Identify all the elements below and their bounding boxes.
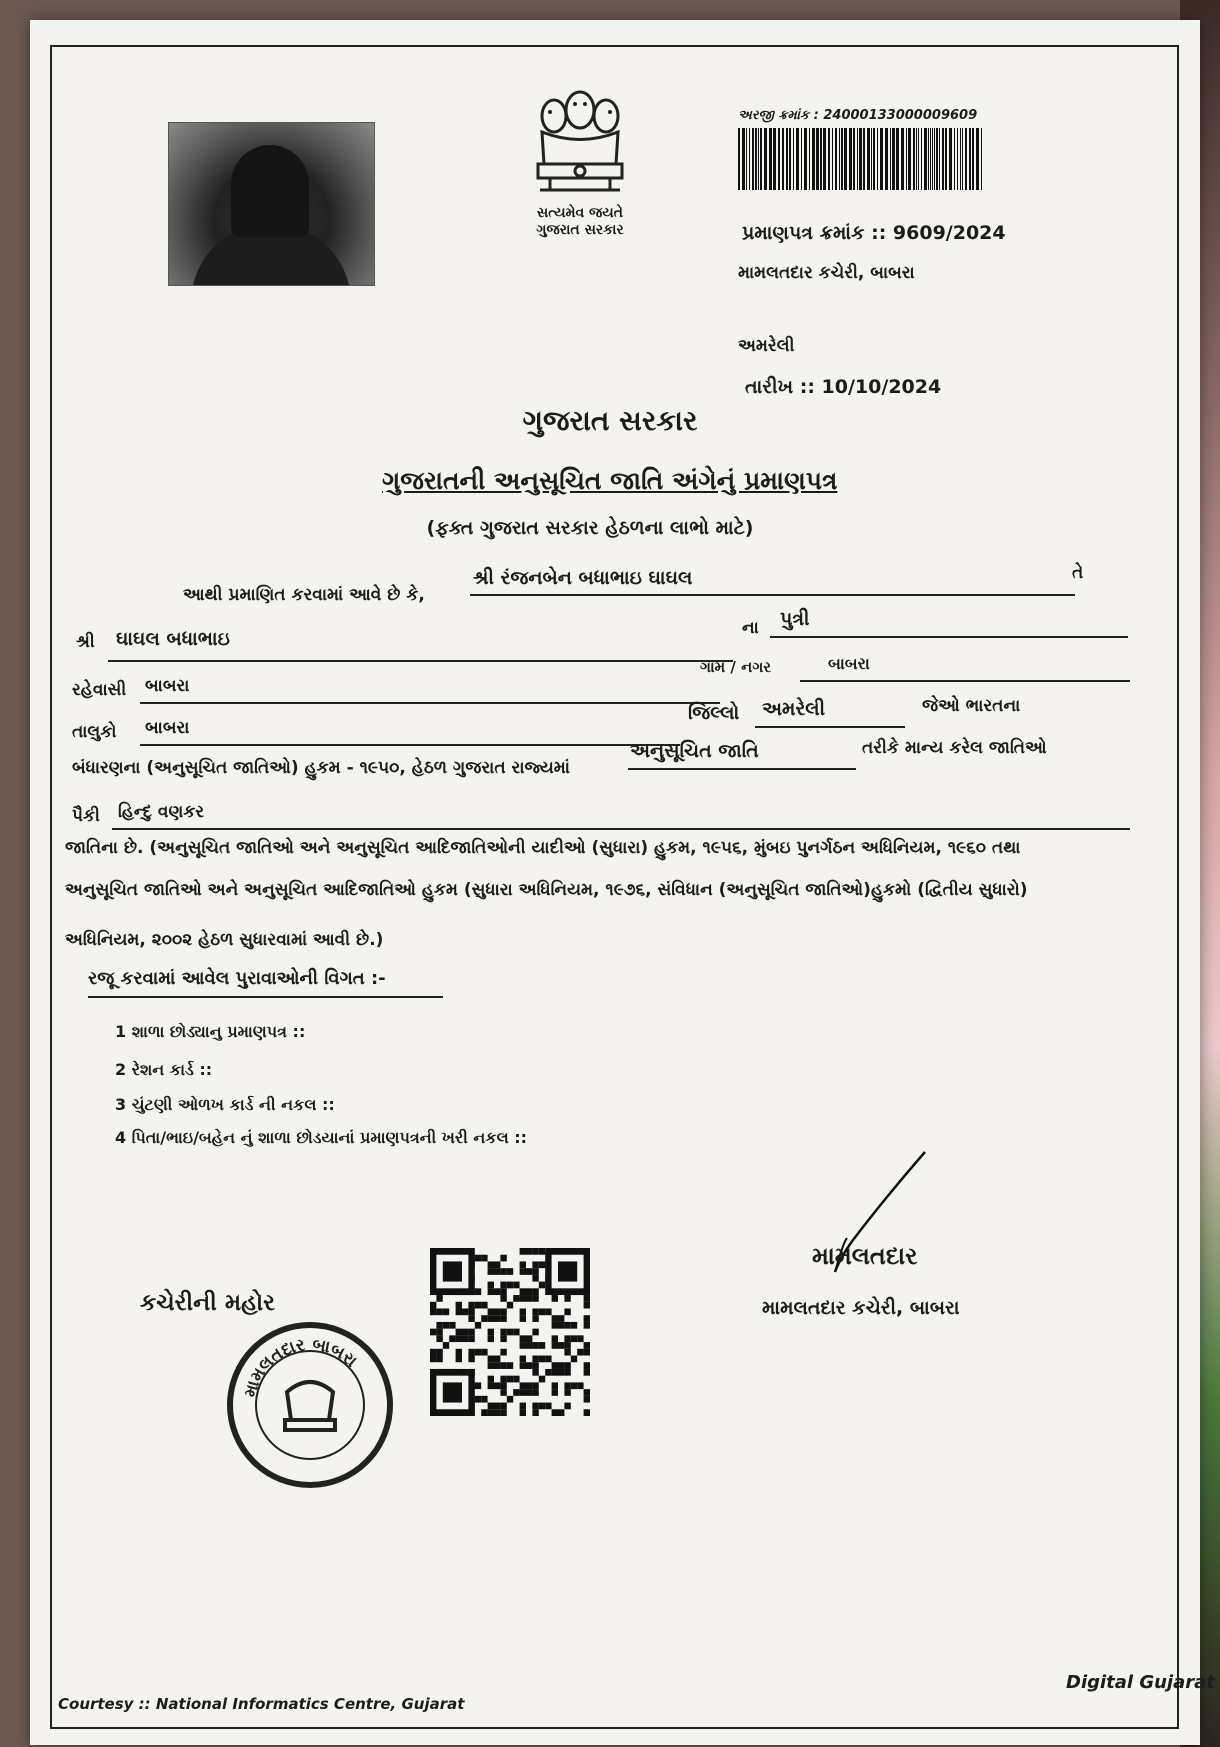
taluka-label: તાલુકો [72, 722, 117, 742]
name-underline [470, 594, 1075, 596]
jillo-underline [755, 726, 905, 728]
gam-label: ગામ / નગર [700, 658, 772, 676]
application-number: અરજી ક્રમાંક : 24000133000009609 [738, 108, 978, 123]
certificate-number: પ્રમાણપત્ર ક્રમાંક :: 9609/2024 [742, 222, 1006, 244]
resident-underline [140, 702, 720, 704]
barcode [738, 128, 984, 190]
government-title: ગુજરાત સરકાર [522, 404, 698, 437]
caste-value: હિન્દુ વણકર [118, 802, 205, 822]
gam-underline [800, 680, 1130, 682]
footer-courtesy: Courtesy :: National Informatics Centre, Gujarat [58, 1695, 465, 1713]
evidence-item: 4 પિતા/ભાઇ/બહેન નું શાળા છોડયાનાં પ્રમાણપત્રની ખરી નકલ :: [115, 1128, 528, 1147]
applicant-name: શ્રી રંજનબેન બધાભાઇ ઘાઘલ [473, 567, 693, 589]
officer-title: મામલતદાર [812, 1242, 918, 1270]
seal-text: મામલતદાર બાબરા [240, 1334, 361, 1400]
officer-office: મામલતદાર કચેરી, બાબરા [762, 1297, 960, 1319]
category-underline [628, 768, 856, 770]
taluka-underline [140, 744, 680, 746]
father-underline [108, 660, 733, 662]
bharat-label: જેઓ ભારતના [922, 696, 1021, 716]
jillo-label: જિલ્લો [688, 702, 740, 724]
emblem-caption [500, 205, 660, 239]
footer-digital-gujarat: Digital Gujarat [1066, 1672, 1215, 1693]
national-emblem-icon [520, 72, 640, 202]
certificate-subtitle: (ફક્ત ગુજરાત સરકાર હેઠળના લાભો માટે) [426, 517, 754, 539]
paiki-label: પૈકી [72, 806, 100, 826]
resident-label: રહેવાસી [72, 680, 127, 700]
seal-label: કચેરીની મહોર [140, 1290, 276, 1316]
paragraph-line-2: અનુસૂચિત જાતિઓ અને અનુસૂચિત આદિજાતિઓ હુકમ (સુધારા અધિનિયમ, ૧૯૭૬, સંવિધાન (અનુસૂચિત જાતિઓ)હુકમો (દ્વિતીય સુધારો) [65, 880, 1028, 900]
evidence-heading-underline [88, 996, 443, 998]
te-label: તે [1072, 563, 1084, 583]
applicant-photo [168, 122, 375, 286]
evidence-item: 3 ચુંટણી ઓળખ કાર્ડ ની નકલ :: [115, 1095, 335, 1114]
father-name: ઘાઘલ બધાભાઇ [116, 628, 230, 650]
emblem-government: ગુજરાત સરકાર [536, 222, 624, 238]
issuing-office: મામલતદાર કચેરી, બાબરા [738, 263, 915, 283]
jillo-value: અમરેલી [762, 698, 826, 720]
shri-label: શ્રી [76, 632, 95, 652]
district: અમરેલી [738, 336, 795, 356]
issue-date: તારીખ :: 10/10/2024 [745, 376, 942, 398]
qr-code [430, 1248, 590, 1416]
na-label: ના [742, 618, 759, 638]
paragraph-line-3: અધિનિયમ, ૨૦૦૨ હેઠળ સુધારવામાં આવી છે.) [65, 930, 384, 950]
order-suffix: તરીકે માન્ય કરેલ જાતિઓ [862, 738, 1047, 758]
evidence-item: 2 રેશન કાર્ડ :: [115, 1060, 213, 1079]
emblem-motto: સત્યમેવ જયતે [536, 205, 624, 221]
evidence-item: 1 શાળા છોડ્યાનુ પ્રમાણપત્ર :: [115, 1022, 306, 1041]
gam-value: બાબરા [828, 654, 870, 673]
taluka-value: બાબરા [145, 718, 190, 738]
paragraph-line-1: જાતિના છે. (અનુસૂચિત જાતિઓ અને અનુસૂચિત આદિજાતિઓની યાદીઓ (સુધારા) હુકમ, ૧૯૫૬, મુંબઇ પુનર્ગઠન અધિનિયમ, ૧૯૬૦ તથા [65, 838, 1021, 858]
certify-label: આથી પ્રમાણિત કરવામાં આવે છે કે, [183, 585, 425, 605]
order-prefix: બંધારણના (અનુસૂચિત જાતિઓ) હુકમ - ૧૯૫૦, હેઠળ ગુજરાત રાજ્યમાં [72, 758, 570, 778]
category-value: અનુસૂચિત જાતિ [630, 740, 759, 762]
office-seal-icon [225, 1320, 395, 1490]
relation-value: પુત્રી [780, 608, 810, 630]
relation-underline [770, 636, 1128, 638]
resident-value: બાબરા [145, 676, 190, 696]
evidence-heading: રજૂ કરવામાં આવેલ પુરાવાઓની વિગત :- [88, 968, 386, 989]
certificate-title: ગુજરાતની અનુસૂચિત જાતિ અંગેનું પ્રમાણપત્ર [382, 466, 838, 495]
